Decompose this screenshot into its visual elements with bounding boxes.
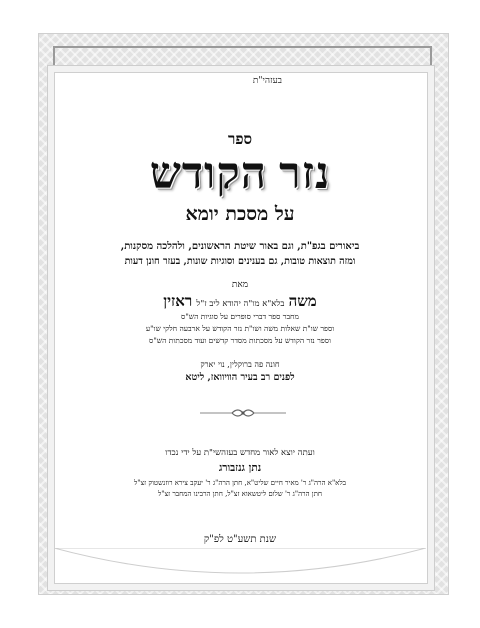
author-line [54,292,426,311]
editor-name: נתן גנזבורג [218,462,262,474]
subtitle: על מסכת יומא [185,203,295,225]
year-line: שנת תשע"ט לפ"ק [203,534,277,545]
description-line-2: ומזה תוצאות טובות, גם בענינים וסוגיות שונות, בעזר חונן דעות [124,256,356,267]
author-first-name: משה [288,292,317,310]
top-label: בעזהי"ת [252,76,282,86]
author-patronymic: בלא"א מו"ה יהודא ליב ז"ל [196,299,285,309]
editor-lineage-line-1: בלא"א הרה"ג ר' מאיר חיים שליט"א, חתן הרה"ג ר' יעקב צירא רוזנשטוק זצ"ל [133,479,347,487]
author-works-line-1: מחבר ספר דברי סופרים על סוגיות הש"ס [181,312,299,321]
author-works-line-3: וספר נזר הקודש על מסכתות מסדר קדשים ועוד מסכתות הש"ס [149,336,331,345]
place-line: חונה פה ברוקלין, נוי יארק [200,360,280,369]
author-last-name: ראזין [163,292,193,310]
author-works-line-2: וספר שו"ת שאלות משה ושו"ת נזר הקודש על ארבעה חלקי שו"ע [145,324,335,333]
flourish-ornament [198,406,288,420]
editor-lineage-line-2: חתן הרה"ג ר' שלום ליטשאוא זצ"ל, חתן הרבינו המחבר זצ"ל [157,490,322,498]
sefer-label: ספר [227,130,253,148]
former-rabbi-line: לפנים רב בעיר הוויוואז, ליטא [185,372,295,383]
by-label: מאת [231,280,249,290]
main-title: נזר הקודש [149,149,331,198]
reprint-line: ועתה יוצא לאור מחדש בעזהשי"ת על ידי נכדו [165,448,315,458]
description-line-1: ביאורים בגפ"ת, וגם באור שיטת הראשונים, ולהלכה מסקנות, [120,241,360,252]
bottom-arch [54,548,426,588]
